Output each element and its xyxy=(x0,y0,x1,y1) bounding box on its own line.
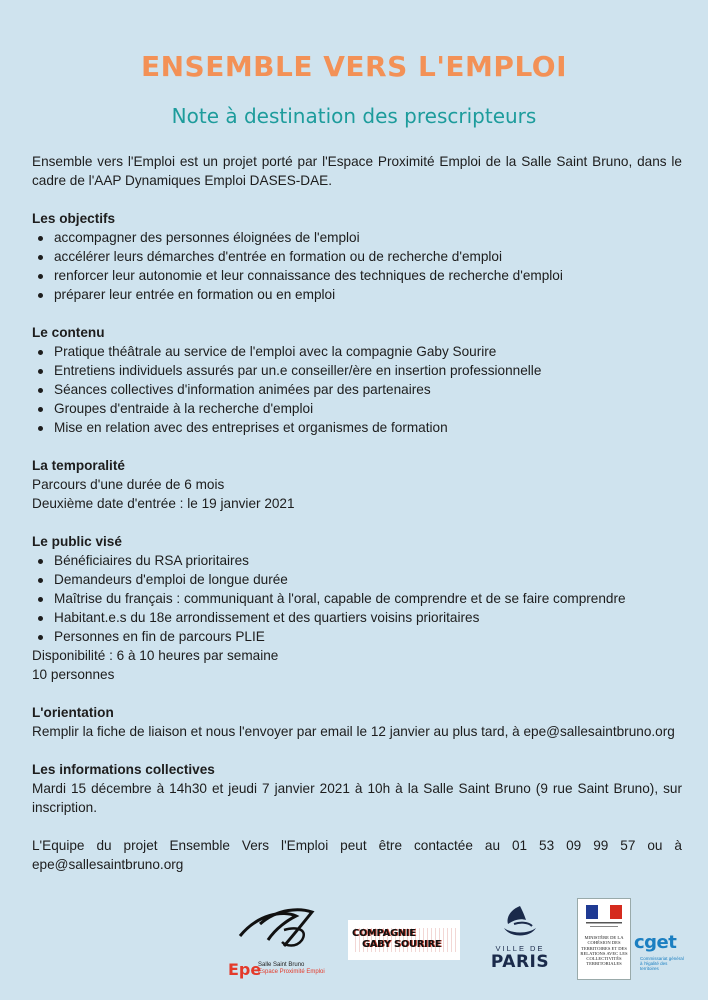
list-item: Mise en relation avec des entreprises et organismes de formation xyxy=(54,418,682,437)
public-line: Disponibilité : 6 à 10 heures par semaine xyxy=(32,648,279,663)
public-list xyxy=(32,551,682,646)
list-item: Bénéficiaires du RSA prioritaires xyxy=(54,551,682,570)
temporalite-line: Deuxième date d'entrée : le 19 janvier 2021 xyxy=(32,496,295,511)
orientation-text: Remplir la fiche de liaison et nous l'envoyer par email le 12 janvier au plus tard, à epe@sallesaintbruno.org xyxy=(32,724,675,739)
orientation-heading: L'orientation xyxy=(32,705,114,720)
list-item: Demandeurs d'emploi de longue durée xyxy=(54,570,682,589)
epe-line2: Espace Proximité Emploi xyxy=(258,969,325,975)
marianne-icon xyxy=(584,903,624,931)
gaby-line1: COMPAGNIE xyxy=(352,928,416,939)
ministere-logo xyxy=(577,898,631,980)
public-heading: Le public visé xyxy=(32,534,122,549)
list-item: Séances collectives d'information animées par des partenaires xyxy=(54,380,682,399)
temporalite-line: Parcours d'une durée de 6 mois xyxy=(32,477,225,492)
gaby-sourire-logo xyxy=(348,920,460,960)
cget-subtitle: Commissariat général à l'égalité des territoires xyxy=(640,956,684,971)
list-item: Groupes d'entraide à la recherche d'emploi xyxy=(54,399,682,418)
list-item: préparer leur entrée en formation ou en emploi xyxy=(54,285,682,304)
objectifs-list xyxy=(32,228,682,304)
list-item: Personnes en fin de parcours PLIE xyxy=(54,627,682,646)
infos-text: Mardi 15 décembre à 14h30 et jeudi 7 janvier 2021 à 10h à la Salle Saint Bruno (9 rue Saint Bruno), sur inscription. xyxy=(32,781,682,815)
list-item: accompagner des personnes éloignées de l'emploi xyxy=(54,228,682,247)
list-item: accélérer leurs démarches d'entrée en formation ou de recherche d'emploi xyxy=(54,247,682,266)
ministere-text: MINISTÈRE DE LA COHÉSION DES TERRITOIRES ET DES RELATIONS AVEC LES COLLECTIVITÉS TERRITORIALES xyxy=(580,935,628,967)
contact-paragraph: L'Equipe du projet Ensemble Vers l'Emploi peut être contactée au 01 53 09 99 57 ou à epe@sallesaintbruno.org xyxy=(32,838,682,872)
contenu-heading: Le contenu xyxy=(32,325,105,340)
paris-name-text: PARIS xyxy=(490,952,550,972)
page-subtitle: Note à destination des prescripteurs xyxy=(171,104,537,128)
epe-wordmark: Epe xyxy=(228,960,262,979)
gaby-line2: GABY SOURIRE xyxy=(362,939,442,950)
epe-swoosh-icon xyxy=(238,906,318,952)
list-item: Entretiens individuels assurés par un.e conseiller/ère en insertion professionnelle xyxy=(54,361,682,380)
infos-heading: Les informations collectives xyxy=(32,762,215,777)
document-body xyxy=(32,152,682,874)
cget-wordmark: cget xyxy=(634,932,677,953)
objectifs-heading: Les objectifs xyxy=(32,211,116,226)
partner-logos xyxy=(0,898,708,1000)
page-title: ENSEMBLE VERS L'EMPLOI xyxy=(140,50,568,83)
public-line: 10 personnes xyxy=(32,667,115,682)
cget-logo xyxy=(634,932,686,982)
list-item: Habitant.e.s du 18e arrondissement et des quartiers voisins prioritaires xyxy=(54,608,682,627)
paris-boat-icon xyxy=(500,904,540,942)
epe-logo xyxy=(228,906,338,986)
list-item: renforcer leur autonomie et leur connaissance des techniques de recherche d'emploi xyxy=(54,266,682,285)
intro-paragraph: Ensemble vers l'Emploi est un projet porté par l'Espace Proximité Emploi de la Salle Saint Bruno, dans le cadre de l'AAP Dynamiques Emploi DASES-DAE. xyxy=(32,154,682,188)
ville-de-paris-logo xyxy=(488,902,552,982)
list-item: Pratique théâtrale au service de l'emploi avec la compagnie Gaby Sourire xyxy=(54,342,682,361)
temporalite-heading: La temporalité xyxy=(32,458,125,473)
contenu-list xyxy=(32,342,682,437)
epe-line1: Salle Saint Bruno xyxy=(258,962,305,968)
paris-ville-text: VILLE DE xyxy=(495,944,545,953)
list-item: Maîtrise du français : communiquant à l'oral, capable de comprendre et de se faire comprendre xyxy=(54,589,682,608)
